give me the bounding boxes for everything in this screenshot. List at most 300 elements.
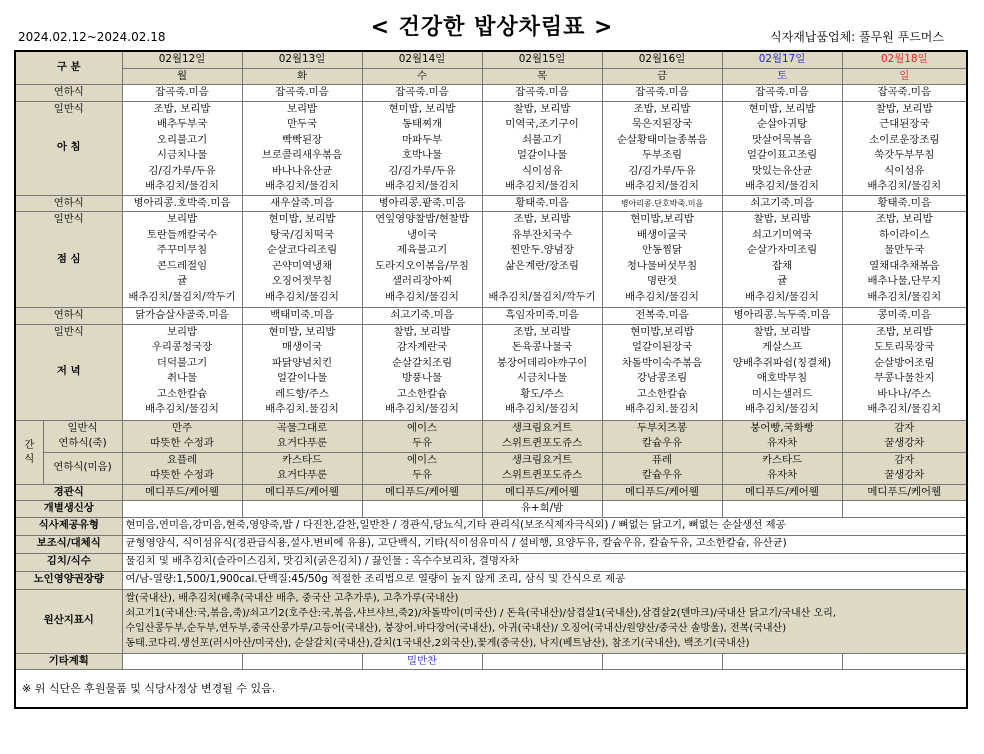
menu-item: 미시는샐러드	[751, 387, 813, 400]
date-header: 02월17일	[722, 51, 842, 68]
snack-item: 퓨레	[651, 453, 673, 466]
table-row	[15, 452, 967, 484]
menu-item: 유부잔치국수	[511, 228, 573, 241]
snack-cell	[242, 420, 362, 452]
menu-item: 배추김치.물김치	[625, 403, 699, 415]
snack-cell	[842, 452, 967, 484]
menu-item: 배추김치/물김치	[385, 290, 459, 303]
date-header: 02월15일	[482, 51, 602, 68]
snack-row1-label	[43, 420, 122, 452]
table-row	[15, 553, 967, 571]
snack-cell	[842, 420, 967, 452]
snack-cell	[122, 452, 242, 484]
menu-item: 배추김치/물김치	[867, 290, 942, 303]
menu-item: 식이섬유	[884, 164, 925, 177]
weekday-header: 월	[122, 68, 242, 85]
snack-cell	[722, 420, 842, 452]
lunch-meal-label	[15, 212, 122, 308]
menu-item: 귤	[776, 275, 788, 287]
menu-item: 도토리묵장국	[874, 341, 935, 353]
yeonha-cell: 병아리콩.녹두죽.미음	[722, 308, 842, 325]
menu-cell	[362, 324, 482, 420]
menu-item: 배추김치/물김치	[265, 290, 339, 303]
yeonhasik-label: 연하식	[15, 85, 122, 102]
menu-item: 배추김치/물김치	[145, 180, 219, 192]
menu-item: 순살방어조림	[874, 356, 935, 369]
menu-item: 얼갈이된장국	[631, 341, 693, 353]
menu-cell	[122, 324, 242, 420]
menu-cell	[722, 212, 842, 308]
menu-item: 잡채	[771, 259, 793, 272]
menu-item: 쇠고기미역국	[751, 228, 813, 241]
menu-item: 얼갈이나물	[516, 149, 568, 161]
snack-item: 생크림요거트	[511, 453, 573, 466]
menu-item: 배추두부국	[156, 118, 208, 130]
gyeongwan-cell: 메디푸드/케어웰	[482, 484, 602, 501]
page-title: < 건강한 밥상차림표 >	[370, 15, 614, 40]
snack-drink: 스위트퀸포도쥬스	[501, 437, 583, 449]
menu-item: 현미밥, 보리밥	[268, 213, 336, 225]
plan-cell	[602, 653, 722, 670]
snack-cell	[482, 420, 602, 452]
yeonha-cell: 잡곡죽.미음	[602, 85, 722, 102]
menu-cell	[722, 324, 842, 420]
snack-cell	[722, 452, 842, 484]
yeonha-cell: 쇠고기죽.미음	[722, 195, 842, 212]
snack-item: 곡물그대로	[276, 421, 328, 434]
menu-item: 맛살어묵볶음	[751, 133, 813, 146]
menu-item: 보리밥	[166, 213, 198, 225]
ilbansik-label: 일반식	[53, 102, 84, 115]
menu-item: 배추김치/물김치/깍두기	[128, 290, 236, 303]
menu-item: 오리불고기	[156, 133, 208, 146]
menu-item: 조밥, 보리밥	[513, 213, 571, 225]
snack-item: 에이스	[406, 421, 438, 434]
info-text: 현미음,연미음,강미음,현죽,영양죽,밥 / 다진찬,갈찬,일반찬 / 경관식,당뇨식,기타 관리식(보조식제자극식외) / 뼈없는 닭고기, 뼈없는 순살생선 제공	[122, 517, 967, 535]
menu-item: 고소한칼슘	[636, 387, 688, 400]
menu-item: 돈육콩나물국	[511, 341, 573, 353]
table-row	[15, 308, 967, 325]
table-row	[15, 589, 967, 653]
snack-item: 붕어빵,국화빵	[750, 421, 814, 434]
menu-cell	[362, 212, 482, 308]
menu-item: 조밥, 보리밥	[875, 325, 933, 338]
menu-item: 빡빡된장	[281, 133, 323, 146]
table-row	[15, 484, 967, 501]
menu-item: 샐러리장아찌	[391, 275, 453, 287]
table-row	[15, 324, 967, 420]
menu-cell	[842, 101, 967, 195]
menu-item: 무콩나물찬지	[874, 372, 935, 384]
menu-item: 배추나물,단무지	[867, 275, 942, 287]
table-row	[15, 517, 967, 535]
menu-item: 두부조림	[641, 149, 683, 161]
menu-item: 조밥, 보리밥	[633, 102, 691, 115]
plan-cell	[482, 653, 602, 670]
plan-cell	[842, 653, 967, 670]
menu-item: 황도/주스	[520, 387, 564, 400]
menu-cell	[602, 212, 722, 308]
yeonha-cell: 백태미죽.미음	[242, 308, 362, 325]
yeonha-cell: 황태죽.미음	[842, 195, 967, 212]
snack-porridge-label: 연하식(죽)	[58, 437, 107, 449]
menu-item: 시금치나물	[516, 372, 568, 384]
table-row	[15, 85, 967, 102]
weekday-header: 금	[602, 68, 722, 85]
menu-item: 배추김치/물김치	[867, 180, 942, 192]
yeonha-cell: 잡곡죽.미음	[242, 85, 362, 102]
menu-item: 순살코다리조림	[266, 244, 338, 256]
origin-line: 수입산콩두부,순두부,연두부,중국산콩가루/고등어(국내산), 붕장어.바다장어(국내산), 아귀(국내산)/ 오징어(국내산/원양산/중국산 솔방울), 전복(국내산)	[125, 623, 787, 634]
snack-cell	[242, 452, 362, 484]
menu-item: 김/김가루/두유	[148, 164, 216, 177]
menu-item: 소이로운장조림	[869, 133, 940, 146]
weekday-header: 수	[362, 68, 482, 85]
snack-item: 감자	[894, 453, 915, 466]
date-header: 02월13일	[242, 51, 362, 68]
menu-cell	[242, 324, 362, 420]
menu-item: 강남콩조림	[636, 372, 688, 384]
menu-item: 현미밥, 보리밥	[748, 102, 816, 115]
date-header: 02월18일	[842, 51, 967, 68]
menu-item: 보리밥	[166, 325, 198, 338]
menu-item: 레드향/주스	[275, 387, 329, 400]
snack-drink: 스위트퀸포도쥬스	[501, 469, 583, 481]
weekday-header: 목	[482, 68, 602, 85]
ilbansik-label: 일반식	[53, 213, 84, 225]
snack-item: 요플레	[166, 453, 198, 466]
gyeongwan-cell: 메디푸드/케어웰	[602, 484, 722, 501]
gyeongwan-cell: 메디푸드/케어웰	[722, 484, 842, 501]
menu-item: 시금치나물	[156, 149, 208, 161]
menu-cell	[602, 324, 722, 420]
yeonha-cell: 병아리콩.팥죽.미음	[362, 195, 482, 212]
menu-item: 양배추쥐파쉼(칭결채)	[732, 356, 832, 369]
menu-item: 찐만두.양념장	[510, 244, 574, 256]
menu-item: 맛있는유산균	[751, 164, 813, 177]
snack-item: 두부치즈봉	[636, 421, 688, 434]
menu-item: 현미밥,보리밥	[630, 213, 694, 225]
menu-item: 얼갈이나물	[276, 372, 328, 384]
snack-cell	[602, 420, 722, 452]
menu-item: 브로콜리새우볶음	[261, 149, 343, 161]
yeonha-cell: 쇠고기죽.미음	[362, 308, 482, 325]
table-row	[15, 195, 967, 212]
menu-item: 조밥, 보리밥	[153, 102, 211, 115]
menu-item: 청나물버섯무침	[626, 259, 698, 272]
date-header: 02월12일	[122, 51, 242, 68]
gyeongwan-label: 경관식	[15, 484, 122, 501]
info-label: 김치/식수	[15, 553, 122, 571]
plan-label: 기타계획	[15, 653, 122, 670]
birthday-cell	[602, 501, 722, 518]
menu-item: 배추김치.물김치	[265, 403, 339, 415]
menu-item: 조밥, 보리밥	[513, 325, 571, 338]
origin-line: 쌀(국내산), 배추김치(배추(국내산 배추, 중국산 고추가루), 고추가루(국내산)	[125, 593, 459, 604]
menu-item: 호박나물	[401, 149, 443, 161]
menu-item: 고소한칼슘	[156, 387, 208, 400]
plan-cell	[242, 653, 362, 670]
date-header: 02월16일	[602, 51, 722, 68]
info-label: 식사제공유형	[15, 517, 122, 535]
gubun-header: 구 분	[15, 51, 122, 85]
table-row	[15, 653, 967, 670]
snack-drink: 칼슘우유	[641, 437, 683, 449]
menu-item: 얼갈이표고조림	[746, 149, 818, 161]
menu-item: 주꾸미무침	[156, 244, 208, 256]
snack-drink: 요거다푸룬	[276, 469, 328, 481]
snack-item: 만주	[171, 421, 193, 434]
menu-item: 우리콩청국장	[151, 341, 213, 353]
yeonha-cell: 잡곡죽.미음	[122, 85, 242, 102]
menu-item: 순살갈치조림	[391, 356, 453, 369]
table-row	[15, 68, 967, 85]
vendor-info: 식자재납품업체: 풀무원 푸드머스	[770, 30, 944, 44]
menu-item: 찰밥, 보리밥	[393, 325, 451, 338]
menu-cell	[602, 101, 722, 195]
table-row	[15, 571, 967, 589]
snack-item: 감자	[894, 421, 915, 434]
birthday-cell	[122, 501, 242, 518]
snack-drink: 따뜻한 수정과	[150, 469, 214, 481]
menu-item: 조밥, 보리밥	[875, 213, 933, 225]
birthday-cell	[842, 501, 967, 518]
menu-item: 매생이국	[281, 341, 323, 353]
menu-item: 열채대추채볶음	[869, 259, 940, 272]
meal-label: 점 심	[56, 252, 81, 265]
menu-item: 배추김치/물김치	[145, 403, 219, 415]
yeonha-cell: 흑임자미죽.미음	[482, 308, 602, 325]
menu-item: 찰밥, 보리밥	[875, 102, 933, 115]
snack-item: 생크림요거트	[511, 421, 573, 434]
gyeongwan-cell: 메디푸드/케어웰	[842, 484, 967, 501]
yeonha-cell: 잡곡죽.미음	[722, 85, 842, 102]
menu-item: 물만두국	[884, 244, 925, 256]
menu-item: 배생이굴국	[636, 228, 688, 241]
menu-item: 배추김치/물김치	[745, 180, 819, 192]
menu-cell	[482, 324, 602, 420]
info-text: 여/남-열량:1,500/1,900cal.단백질:45/50g 적절한 조리법으로 열량이 높지 않게 조리, 삼식 및 간식으로 제공	[122, 571, 967, 589]
plan-cell: 밀반찬	[362, 653, 482, 670]
table-row	[15, 501, 967, 518]
menu-item: 순살황태미늘종볶음	[616, 133, 708, 146]
menu-item: 미역국,조기구이	[505, 118, 579, 130]
table-row	[15, 535, 967, 553]
menu-item: 삶은계란/장조림	[505, 259, 579, 272]
menu-cell	[122, 101, 242, 195]
menu-item: 곤약미역냉채	[271, 259, 333, 272]
morning-meal-label	[15, 101, 122, 195]
menu-item: 찰밥, 보리밥	[513, 102, 571, 115]
menu-item: 만두국	[286, 118, 318, 130]
menu-item: 쑥갓두부무침	[874, 149, 935, 161]
date-range: 2024.02.12~2024.02.18	[18, 30, 166, 44]
weekday-header: 일	[842, 68, 967, 85]
menu-item: 보리밥	[286, 102, 318, 115]
gyeongwan-cell: 메디푸드/케어웰	[242, 484, 362, 501]
menu-item: 오징어젓무침	[271, 275, 333, 287]
yeonha-cell: 콩미죽.미음	[842, 308, 967, 325]
yeonha-cell: 새우살죽.미음	[242, 195, 362, 212]
menu-item: 냉이국	[406, 228, 438, 241]
menu-item: 귤	[176, 275, 188, 287]
menu-item: 제육불고기	[396, 244, 448, 256]
menu-cell	[242, 212, 362, 308]
menu-item: 배추김치/물김치	[625, 180, 699, 192]
menu-item: 바나나유산균	[271, 164, 333, 177]
snack-drink: 꿀생강차	[884, 437, 925, 449]
menu-cell	[842, 212, 967, 308]
birthday-cell: 유+희/밤	[482, 501, 602, 518]
menu-item: 배추김치/물김치	[505, 403, 579, 415]
menu-cell	[842, 324, 967, 420]
table-row	[15, 51, 967, 68]
menu-item: 배추김치/물김치/깍두기	[488, 290, 596, 303]
yeonha-cell: 황태죽.미음	[482, 195, 602, 212]
yeonhasik-label: 연하식	[15, 195, 122, 212]
menu-item: 도라지오이볶음/무침	[375, 259, 469, 272]
info-text: 물김치 및 배추김치(슬라이스김치, 맛김치(굵은김치) / 끓인물 : 옥수수보리차, 결명자차	[122, 553, 967, 571]
menu-item: 김/김가루/두유	[388, 164, 456, 177]
snack-cell	[602, 452, 722, 484]
yeonha-cell: 잡곡죽.미음	[842, 85, 967, 102]
plan-cell	[722, 653, 842, 670]
menu-cell	[122, 212, 242, 308]
menu-item	[484, 274, 601, 290]
snack-item: 카스타드	[761, 453, 803, 466]
menu-cell	[362, 101, 482, 195]
menu-item: 취나물	[166, 372, 198, 384]
menu-item: 탕국/김치떡국	[270, 228, 334, 241]
menu-item: 콘드레절임	[156, 259, 208, 272]
menu-item: 연잎영양찰밥/현찰밥	[375, 213, 469, 225]
birthday-cell	[362, 501, 482, 518]
menu-item: 방풍나물	[401, 372, 443, 384]
snack-cell	[362, 452, 482, 484]
menu-item: 쇠불고기	[521, 133, 563, 146]
menu-item: 명란젓	[646, 275, 678, 287]
menu-item: 감자계란국	[396, 341, 448, 353]
menu-cell	[482, 101, 602, 195]
footnote: ※ 위 식단은 후원물품 및 식당사정상 변경될 수 있음.	[15, 670, 967, 708]
menu-item: 안동찜닭	[641, 244, 683, 256]
table-row	[15, 420, 967, 452]
menu-item: 찰밥, 보리밥	[753, 325, 811, 338]
plan-cell	[122, 653, 242, 670]
menu-item: 더덕불고기	[156, 356, 208, 369]
menu-item: 배추김치/물김치	[505, 180, 579, 192]
snack-drink: 칼슘우유	[641, 469, 683, 481]
menu-item: 순살아귀탕	[756, 118, 808, 130]
menu-item: 애호박무침	[756, 372, 808, 384]
table-row	[15, 212, 967, 308]
snack-label: 간식	[15, 420, 43, 484]
menu-item: 동태찌개	[401, 118, 443, 130]
menu-item: 토란들깨칼국수	[146, 228, 218, 241]
menu-item: 배추김치/물김치	[625, 290, 699, 303]
menu-cell	[722, 101, 842, 195]
menu-item: 식이섬유	[521, 164, 563, 177]
menu-item: 고소한칼슘	[396, 387, 448, 400]
menu-item: 배추김치/물김치	[745, 403, 819, 415]
meal-label: 아 침	[56, 141, 81, 154]
snack-drink: 두유	[411, 469, 433, 481]
ilbansik-label: 일반식	[53, 325, 84, 338]
origin-label: 원산지표시	[15, 589, 122, 653]
menu-item: 현미밥,보리밥	[630, 325, 694, 338]
snack-drink: 꿀생강차	[884, 469, 925, 481]
origin-line: 동태.코다리.생선포(러시아산/미국산), 순살갈치(국내산),갈치(1국내산,2외국산),꽃게(중국산), 낙지(베트남산), 참조기(국내산), 백조기(국내산)	[125, 638, 750, 649]
yeonha-cell: 병아리콩.호박죽.미음	[122, 195, 242, 212]
weekly-menu-table	[14, 50, 968, 709]
menu-item: 배추김치/물김치	[745, 290, 819, 303]
menu-item: 근대된장국	[879, 118, 930, 130]
yeonha-cell: 닭가슴살샤골죽.미음	[122, 308, 242, 325]
birthday-label: 개별생신상	[15, 501, 122, 518]
menu-item: 김/김가루/두유	[628, 164, 696, 177]
dinner-meal-label	[15, 324, 122, 420]
weekday-header: 토	[722, 68, 842, 85]
menu-item: 배추김치/물김치	[385, 180, 459, 192]
menu-item: 배추김치/물김치	[385, 403, 459, 415]
yeonha-cell: 잡곡죽.미음	[482, 85, 602, 102]
menu-item: 현미밥, 보리밥	[268, 325, 336, 338]
menu-item: 찰밥, 보리밥	[753, 213, 811, 225]
menu-item: 현미밥, 보리밥	[388, 102, 456, 115]
origin-text	[122, 589, 967, 653]
info-label: 노인영양권장량	[15, 571, 122, 589]
info-label: 보조식/대체식	[15, 535, 122, 553]
birthday-cell	[722, 501, 842, 518]
info-text: 균형영양식, 식이섬유식(경관급식용,설사.변비에 유용), 고단백식, 기타(식이섬유미식 / 설비행, 요양두유, 칼슘우유, 칼슘두유, 고소한칼슘, 유산균)	[122, 535, 967, 553]
weekday-header: 화	[242, 68, 362, 85]
snack-drink: 유자차	[766, 469, 798, 481]
menu-item: 파닭양념치킨	[271, 356, 333, 369]
yeonhasik-label: 연하식	[15, 308, 122, 325]
table-row	[15, 101, 967, 195]
snack-item: 에이스	[406, 453, 438, 466]
yeonha-cell: 전복죽.미음	[602, 308, 722, 325]
gyeongwan-cell: 메디푸드/케어웰	[122, 484, 242, 501]
menu-item: 게살스프	[761, 341, 803, 353]
menu-item: 바나나/주스	[877, 387, 932, 400]
menu-item: 붕장어데리야꺄구이	[496, 356, 588, 369]
menu-item: 묵은지된장국	[631, 118, 693, 130]
origin-line: 쇠고기1(국내산:국,볶음,죽)/쇠고기2(호주산:국,볶음,샤브샤브,죽2)/차돌박이(미국산) / 돈육(국내산)/삼겹살1(국내산),삼겹살2(덴마크)/국내산 닭고기/국내산 오리,	[125, 608, 837, 619]
table-row	[15, 670, 967, 708]
menu-item: 배추김치/물김치	[265, 180, 339, 192]
snack-drink: 유자차	[766, 437, 798, 449]
meal-label: 저 녁	[56, 365, 81, 378]
gyeongwan-cell: 메디푸드/케어웰	[362, 484, 482, 501]
snack-cell	[482, 452, 602, 484]
yeonha-cell: 잡곡죽.미음	[362, 85, 482, 102]
snack-row2-label: 연하식(미음)	[43, 452, 122, 484]
snack-drink: 따뜻한 수정과	[150, 437, 214, 449]
menu-item: 차돌박이숙주볶음	[621, 356, 703, 369]
snack-cell	[122, 420, 242, 452]
snack-general-label: 일반식	[67, 421, 98, 434]
date-header: 02월14일	[362, 51, 482, 68]
menu-cell	[242, 101, 362, 195]
snack-drink: 요거다푸룬	[276, 437, 328, 449]
snack-item: 카스타드	[281, 453, 323, 466]
menu-item: 배추김치/물김치	[867, 403, 942, 415]
menu-item: 마파두부	[401, 133, 443, 146]
menu-cell	[482, 212, 602, 308]
yeonha-cell: 병아리콩.단호박죽.미음	[602, 195, 722, 212]
menu-item: 하이라이스	[879, 228, 930, 241]
